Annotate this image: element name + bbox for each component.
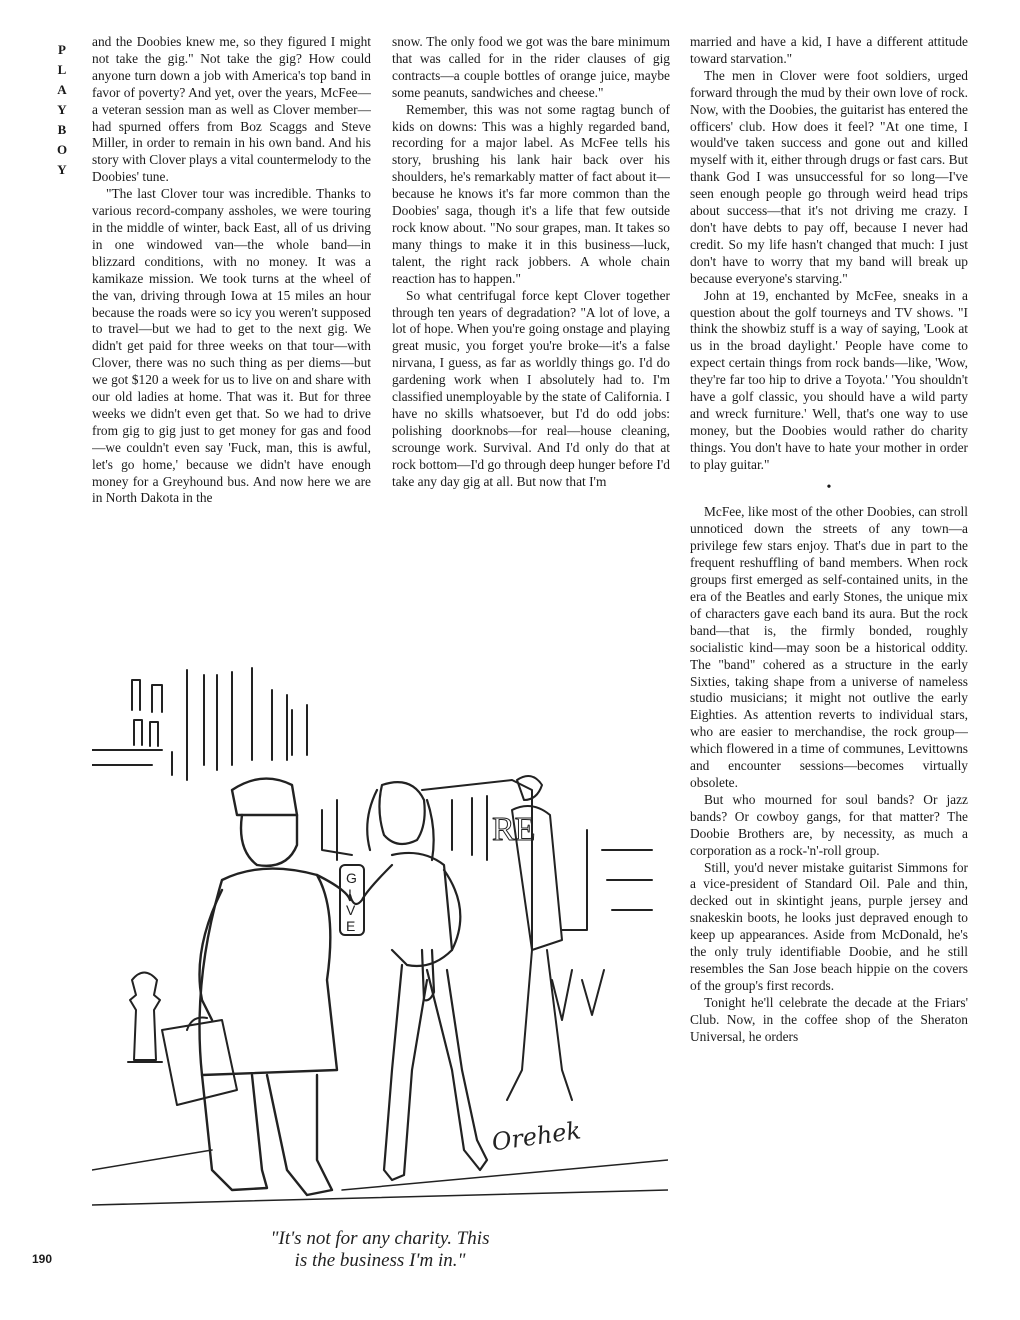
cartoon-illustration (92, 650, 668, 1218)
paragraph: Remember, this was not some ragtag bunch of kids on downs: This was a highly regarded band, recording for a major label. As McFee tells his story, brushing his lank hair back over his shoulders, he's remarkably matter of fact about it—because he knows it's far more common than the Doobies' saga, though it's a life that few outside rock know about. "No sour grapes, man. It takes so many things to make it in this business—luck, talent, the right rack jobbers. A whole chain reaction has to happen." (392, 101, 670, 286)
brand-letter: P (58, 42, 66, 57)
can-letter: I (348, 886, 352, 902)
magazine-brand-vertical (52, 40, 72, 180)
paragraph: John at 19, enchanted by McFee, sneaks in a question about the golf tourneys and TV shows. "I think the showbiz stuff is a way of saying, 'Look at us in the broad daylight.' People have come to expect certain things from rock bands—like, 'Wow, they're far too hip to drive a Toyota.' 'You shouldn't have a golf classic, you should have a wild party and wreck furniture.' Well, that's one way to use money, but the Doobies would rather do charity things. You don't have to hate your mother in order to play guitar." (690, 287, 968, 472)
paragraph: So what centrifugal force kept Clover together through ten years of degradation? "A lot of love, a lot of hope. When you're going onstage and playing great music, you forget you're broke—it's a false nirvana, I guess, as far as worldly things go. I'd do gardening work when I absolutely had to. I'm classified unemployable by the state of California. I have no skills whatsoever, but I'd do odd jobs: polishing doorknobs—for real—house cleaning, scrounge work. Survival. And I'd only do that at rock bottom—I'd go through deep hunger before I'd take any day gig at all. But now that I'm (392, 287, 670, 489)
paragraph: "The last Clover tour was incredible. Thanks to various record-company assholes, we were touring in the middle of winter, back East, all of us driving in one windowed van—the whole band—in blizzard conditions, with no money. It was a kamikaze mission. We took turns at the wheel of the van, driving through Iowa at 15 miles an hour because the roads were so icy you weren't supposed to travel—but we had to get to the next gig. We didn't get paid for three weeks on that tour—with Clover, there was no such thing as per diems—but we got $120 a week for us to live on and share with our old ladies at home. That was it. But for three weeks we didn't even get that. So we had to drive from gig to gig just to get money for gas and food—we couldn't even say 'Fuck, man, this is awful, let's go home,' because we didn't have enough money for a Greyhound bus. And now here we are in North Dakota in the (92, 186, 371, 506)
paragraph: McFee, like most of the other Doobies, can stroll unnoticed down the streets of any town—a privilege few stars enjoy. That's due in part to the frequent reshuffling of band members. When rock groups first emerged as self-contained units, in the era of the Beatles and early Stones, the unique mix of characters gave each band its aura. But the rock band—that is, the firmly bonded, roughly socialistic kind—may soon be a historical oddity. The "band" cohered as a structure in the early Sixties, taking shape from a universe of nameless studio musicians; it might not outlive the early Eighties. As attention reverts to individual stars, who are easier to merchandise, the rock group—which flowered in a time of communes, Levittowns and encounter sessions—becomes virtually obsolete. (690, 504, 968, 790)
article-column-2 (392, 34, 670, 634)
caption-line: is the business I'm in." (294, 1250, 466, 1271)
brand-letter: B (57, 122, 67, 137)
paragraph: married and have a kid, I have a different attitude toward starvation." (690, 34, 968, 66)
brand-letter: Y (57, 162, 67, 177)
brand-letter: Y (57, 102, 67, 117)
paragraph: The men in Clover were foot soldiers, urged forward through the mud by their own love of rock. Now, with the Doobies, the guitarist has entered the officers' club. How does it feel? "At one time, I would've taken success and gone out and killed myself with it, either through drugs or fast cars. But thank God I was unsuccessful for so long—I've seen enough people go through weird head trips about success—that it's not driving me crazy. I don't have debts to pay off, because I never had credit. So my life hasn't changed that much: I just don't have to worry that my band will break up because everyone's starving." (690, 67, 968, 286)
artist-signature: Orehek (490, 1116, 583, 1157)
cartoon-caption (160, 1228, 600, 1272)
article-column-3 (690, 34, 968, 1294)
brand-letter: L (57, 62, 67, 77)
can-letter: V (346, 902, 356, 918)
caption-line: "It's not for any charity. This (270, 1228, 490, 1249)
section-break-bullet: • (826, 479, 832, 495)
brand-letter: A (57, 82, 67, 97)
paragraph: snow. The only food we got was the bare minimum that was called for in the rider clauses of gig contracts—a couple bottles of orange juice, maybe some peanuts, sandwiches and cheese." (392, 34, 670, 100)
sidewalk (92, 1150, 668, 1205)
man-figure (200, 779, 351, 1195)
storefront (422, 780, 652, 1020)
paragraph: Still, you'd never mistake guitarist Simmons for a vice-president of Standard Oil. Pale and thin, decked out in skintight jeans, purple jersey and snakeskin boots, he looks just depraved enough to keep up appearances. Aside from McDonald, he's the only truly identifiable Doobie, and he still resembles the San Jose beach hippie on the covers of the group's first records. (690, 859, 968, 993)
page-number: 190 (32, 1252, 53, 1266)
can-letter: G (346, 870, 357, 886)
paragraph: Tonight he'll celebrate the decade at the Friars' Club. Now, in the coffee shop of the Sheraton Universal, he orders (690, 994, 968, 1044)
background-buildings (92, 668, 352, 860)
brand-letter: O (56, 142, 68, 157)
paragraph: But who mourned for soul bands? Or jazz bands? Or cowboy gangs, for that matter? The Doobie Brothers are, by necessity, as much a corporation as a rock-'n'-roll group. (690, 791, 968, 858)
article-column-1 (92, 34, 371, 634)
fire-hydrant (128, 973, 162, 1063)
sign-text: RE (492, 811, 536, 848)
woman-figure (350, 782, 487, 1180)
paragraph: and the Doobies knew me, so they figured I might not take the gig." Not take the gig? How could anyone turn down a job with America's top band in favor of poverty? And yet, over the years, McFee—a veteran session man as well as Clover member—had spurned offers from Boz Scaggs and Steve Miller, in order to remain in his own band. And his story with Clover plays a vital countermelody to the Doobies' tune. (92, 34, 371, 185)
can-letter: E (346, 918, 356, 934)
